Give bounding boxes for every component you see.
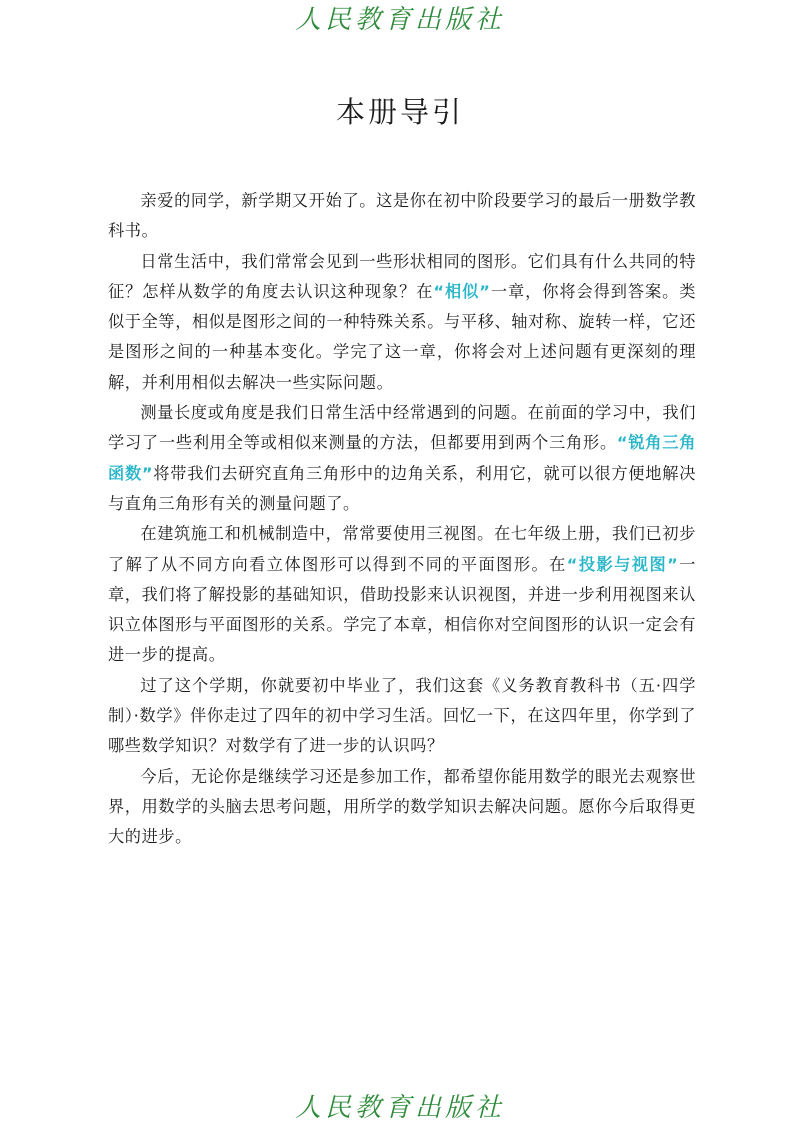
paragraph-text: 测量长度或角度是我们日常生活中经常遇到的问题。在前面的学习中，我们学习了一些利用全等或相似来测量的方法，但都要用到两个三角形。	[108, 403, 696, 453]
paragraph-text: 将带我们去研究直角三角形中的边角关系，利用它，就可以很方便地解决与直角三角形有关的测量问题了。	[108, 463, 696, 513]
body-text	[108, 186, 696, 853]
body-paragraph	[108, 186, 696, 247]
publisher-logo-top: 人民教育出版社	[294, 5, 505, 35]
body-paragraph	[108, 519, 696, 670]
body-paragraph	[108, 762, 696, 853]
paragraph-text: 一章，我们将了解投影的基础知识，借助投影来认识视图，并进一步利用视图来认识立体图形与平面图形的关系。学完了本章，相信你对空间图形的认识一定会有进一步的提高。	[108, 554, 696, 665]
paragraph-text: 今后，无论你是继续学习还是参加工作，都希望你能用数学的眼光去观察世界，用数学的头脑去思考问题，用所学的数学知识去解决问题。愿你今后取得更大的进步。	[108, 766, 696, 847]
chapter-highlight: “相似”	[433, 281, 491, 301]
paragraph-text: 过了这个学期，你就要初中毕业了，我们这套《义务教育教科书（五·四学制）·数学》伴你走过了四年的初中学习生活。回忆一下，在这四年里，你学到了哪些数学知识？对数学有了进一步的认识吗？	[108, 675, 696, 756]
body-paragraph	[108, 671, 696, 762]
publisher-logo-bottom: 人民教育出版社	[294, 1093, 505, 1123]
chapter-highlight: “锐角三角函数”	[108, 433, 696, 483]
paragraph-text: 一章，你将会得到答案。类似于全等，相似是图形之间的一种特殊关系。与平移、轴对称、旋转一样，它还是图形之间的一种基本变化。学完了这一章，你将会对上述问题有更深刻的理解，并利用相似去解决一些实际问题。	[108, 281, 696, 392]
chapter-highlight: “投影与视图”	[566, 554, 679, 574]
body-paragraph	[108, 247, 696, 398]
page-title: 本册导引	[335, 95, 464, 129]
body-paragraph	[108, 398, 696, 519]
paragraph-text: 日常生活中，我们常常会见到一些形状相同的图形。它们具有什么共同的特征？怎样从数学的角度去认识这种现象？在	[108, 251, 696, 301]
paragraph-text: 亲爱的同学，新学期又开始了。这是你在初中阶段要学习的最后一册数学教科书。	[108, 191, 696, 241]
paragraph-text: 在建筑施工和机械制造中，常常要使用三视图。在七年级上册，我们已初步了解了从不同方向看立体图形可以得到不同的平面图形。在	[108, 524, 696, 574]
